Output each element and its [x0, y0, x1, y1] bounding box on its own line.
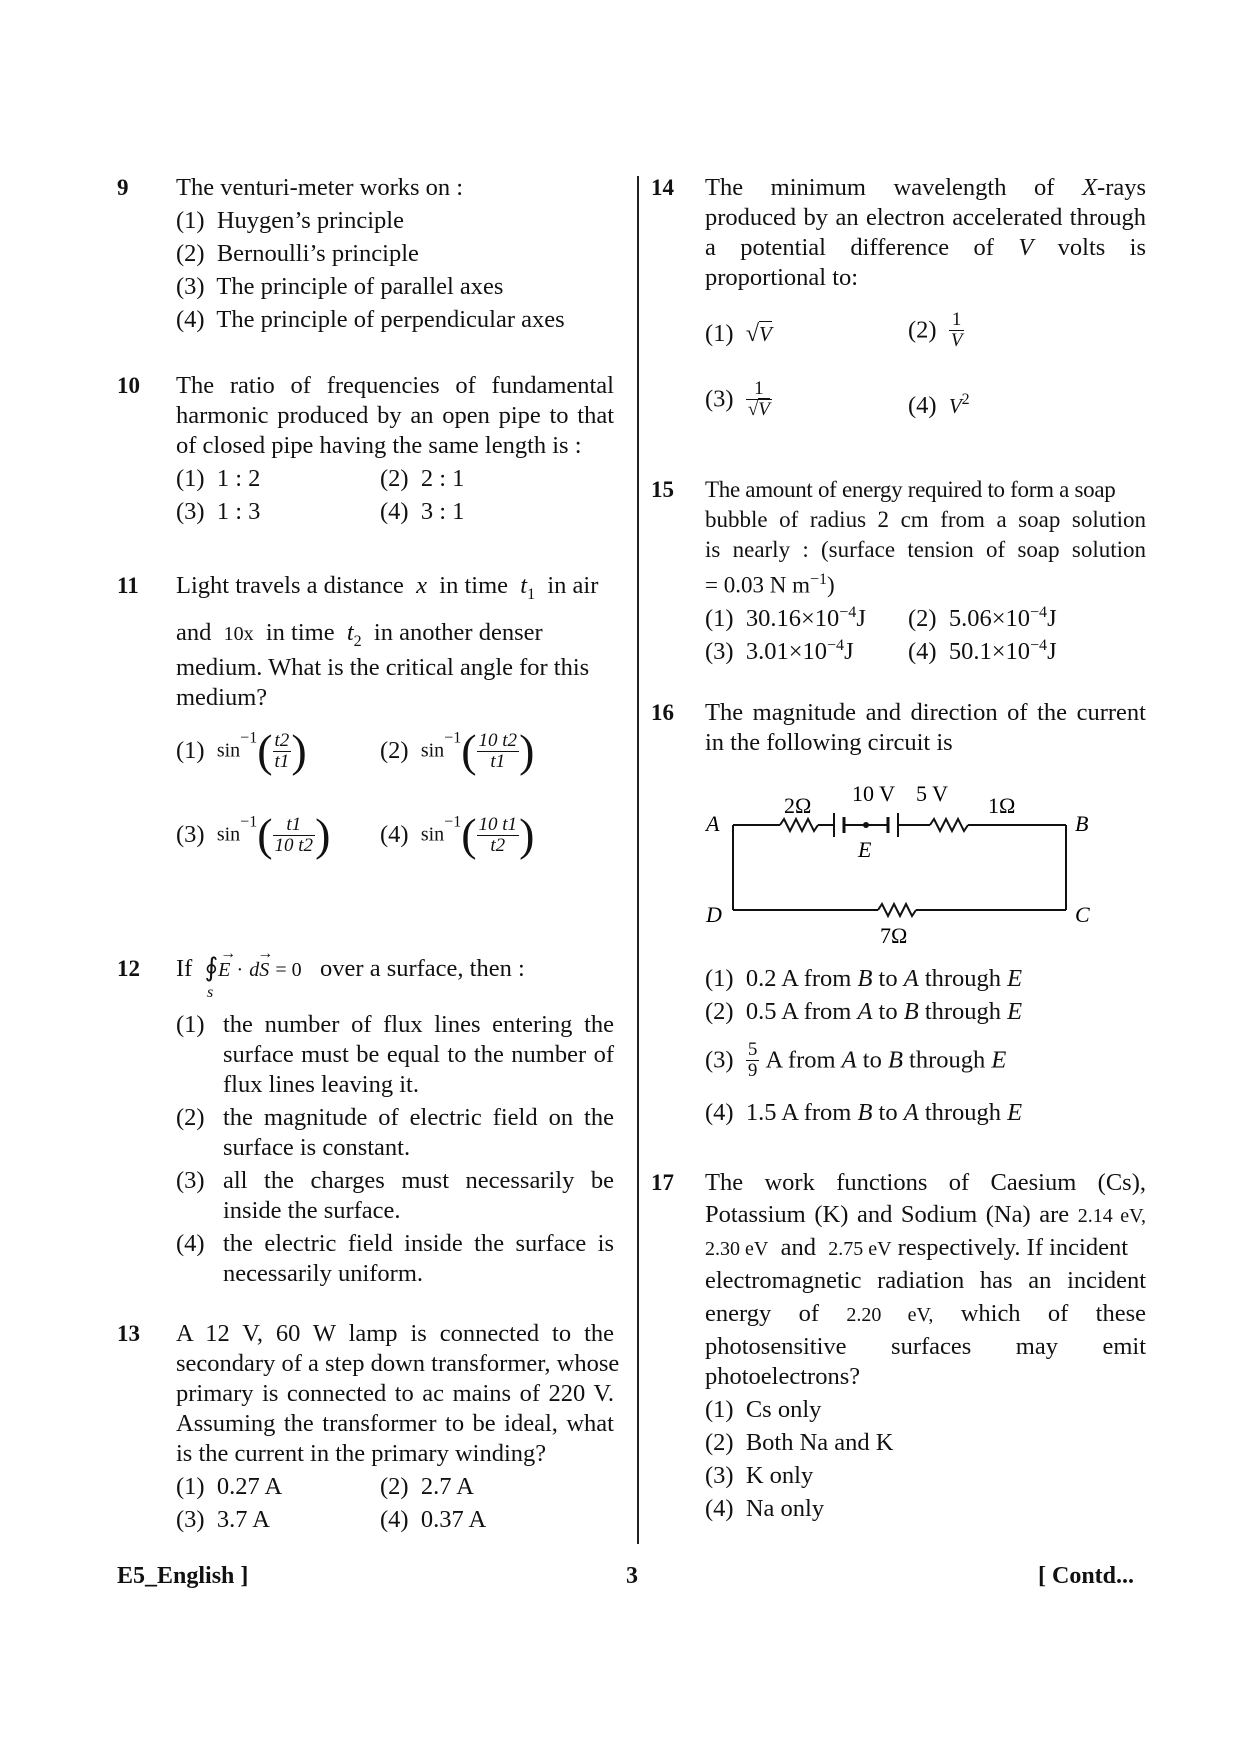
subscript: 2 [353, 632, 362, 650]
question-stem-line: The magnitude and direction of the current [705, 699, 1146, 726]
question-stem-line [705, 1299, 1146, 1330]
option-2[interactable] [380, 464, 464, 494]
question-stem-line: of closed pipe having the same length is : [176, 432, 582, 459]
inverse-sup: −1 [240, 813, 258, 831]
integral-subscript: s [207, 984, 214, 1001]
denominator: 10 t2 [274, 834, 314, 856]
numerator: 10 t2 [478, 729, 518, 751]
paren-left: ( [257, 809, 273, 860]
option-number: (1) [176, 465, 205, 492]
superscript: −1 [809, 571, 828, 588]
var-10x: 10x [223, 623, 254, 645]
paren-left: ( [257, 725, 273, 776]
unit: J [1047, 605, 1057, 633]
stem-text: energy of [705, 1300, 819, 1327]
option-text: 2.7 A [420, 1473, 474, 1500]
sin-label: sin [420, 823, 445, 846]
option-text: 1 : 2 [216, 465, 261, 492]
equals-zero: = 0 [275, 959, 302, 981]
option-3[interactable] [176, 272, 503, 302]
option-number: (3) [176, 1506, 205, 1533]
fraction [746, 379, 772, 420]
label-10v: 10 V [852, 781, 895, 806]
numerator: t2 [274, 729, 290, 751]
question-stem-line: produced by an electron accelerated through [705, 204, 1146, 231]
option-text: Na only [745, 1495, 825, 1522]
node-label-B: B [1075, 811, 1089, 836]
option-text: to [878, 965, 898, 992]
stem-text: The minimum wavelength of [705, 174, 1055, 201]
stem-text: Light travels a distance [176, 572, 404, 599]
numerator: 1 [746, 379, 772, 400]
option-4[interactable] [380, 497, 464, 527]
question-stem-line: Assuming the transformer to be ideal, what [176, 1410, 614, 1437]
question-number: 10 [117, 373, 140, 398]
question-stem-line: is the current in the primary winding? [176, 1440, 547, 1467]
option-number: (2) [380, 465, 409, 492]
option-2[interactable] [705, 1428, 894, 1458]
numerator: 10 t1 [478, 813, 518, 835]
denominator: t1 [490, 750, 506, 772]
stem-text: in another denser [373, 619, 543, 646]
option-text: 3.7 A [216, 1506, 270, 1533]
option-number: (4) [908, 638, 937, 666]
work-function-na: 2.75 eV [828, 1238, 892, 1260]
option-text: 30.16×10 [745, 605, 840, 633]
option-3[interactable] [176, 1505, 270, 1535]
incident-energy: 2.20 eV, [846, 1304, 934, 1326]
sqrt-icon: √ [745, 321, 759, 347]
option-number: (3) [176, 498, 205, 525]
sin-label: sin [420, 739, 445, 762]
option-text: 0.37 A [420, 1506, 487, 1533]
question-stem-line: primary is connected to ac mains of 220 V. [176, 1380, 614, 1407]
stem-text: a potential difference of [705, 234, 994, 261]
paren-right: ) [519, 725, 535, 776]
label-7ohm: 7Ω [880, 923, 908, 948]
stem-text: which of these [960, 1300, 1147, 1327]
question-number: 14 [651, 175, 674, 200]
question-number: 11 [117, 573, 139, 598]
option-number: (1) [176, 207, 205, 234]
fraction [273, 815, 316, 856]
option-4[interactable] [908, 391, 970, 420]
work-function-k: 2.30 eV [705, 1238, 769, 1260]
option-text: inside the surface. [223, 1197, 401, 1224]
paren-left: ( [461, 809, 477, 860]
option-4[interactable] [705, 1098, 1022, 1128]
vector-E [218, 945, 237, 981]
node-label-E: E [858, 837, 872, 862]
option-text: K only [745, 1462, 814, 1489]
fraction [273, 731, 292, 772]
option-text: Cs only [745, 1396, 822, 1423]
node-ref: B [887, 1046, 903, 1074]
vector-arrow-icon: → [257, 945, 274, 962]
stem-text: in time [439, 572, 509, 599]
option-number: (4) [176, 306, 205, 333]
question-number: 16 [651, 700, 674, 725]
denominator [746, 400, 772, 420]
option-1[interactable] [176, 464, 260, 494]
radicand: V [758, 399, 770, 420]
option-text: 3 : 1 [420, 498, 465, 525]
option-number: (4) [380, 821, 409, 848]
vector-dS [249, 945, 274, 981]
option-1[interactable] [176, 725, 307, 776]
node-ref: E [1007, 965, 1023, 992]
column-divider [637, 176, 639, 1544]
option-number: (1) [705, 1396, 734, 1423]
option-3[interactable] [705, 1040, 1006, 1081]
junction-E [863, 822, 869, 828]
sqrt-icon: √ [747, 399, 759, 420]
option-2[interactable] [908, 310, 964, 351]
question-stem-line [705, 233, 1146, 263]
option-text: Huygen’s principle [216, 207, 404, 234]
option-text: flux lines leaving it. [223, 1071, 419, 1098]
option-text: through [924, 965, 1002, 992]
question-number: 15 [651, 477, 674, 502]
stem-text: volts is [1057, 234, 1147, 261]
option-number: (1) [705, 605, 734, 633]
paren-left: ( [461, 725, 477, 776]
stem-text: ) [827, 572, 835, 598]
question-stem-line: The ratio of frequencies of fundamental [176, 372, 614, 399]
footer-paper-code: E5_English ] [117, 1563, 249, 1589]
option-text: 0.2 A from [745, 965, 852, 992]
option-1[interactable] [176, 1472, 282, 1502]
question-stem-line: in the following circuit is [705, 729, 953, 756]
question-number: 13 [117, 1321, 140, 1346]
var-E: E [218, 959, 231, 981]
label-2ohm: 2Ω [784, 793, 812, 818]
node-ref: B [857, 1099, 873, 1126]
option-text: the number of flux lines entering the [223, 1011, 614, 1038]
option-number: (4) [380, 498, 409, 525]
option-text: surface is constant. [223, 1134, 411, 1161]
denominator: 9 [747, 1060, 758, 1081]
option-number: (2) [380, 1473, 409, 1500]
option-number: (3) [176, 821, 205, 848]
option-number: (2) [176, 1104, 205, 1131]
question-number: 17 [651, 1170, 674, 1195]
node-label-A: A [706, 811, 720, 836]
superscript: −4 [1030, 604, 1048, 621]
fraction [477, 731, 520, 772]
option-text: The principle of parallel axes [216, 273, 504, 300]
option-text: 3.01×10 [745, 638, 828, 666]
node-ref: A [903, 1099, 919, 1126]
question-stem-line [176, 571, 598, 610]
var-V: V [1018, 234, 1034, 261]
question-stem-line: medium? [176, 684, 268, 711]
node-ref: E [991, 1046, 1007, 1074]
option-text: the electric field inside the surface is [223, 1230, 614, 1257]
option-number: (2) [705, 1429, 734, 1456]
denominator: t1 [274, 750, 290, 772]
resistor-2ohm [780, 819, 818, 831]
question-stem-line: A 12 V, 60 W lamp is connected to the [176, 1320, 614, 1347]
question-stem-line [705, 173, 1146, 203]
option-text: A from [765, 1046, 836, 1074]
question-stem-line: bubble of radius 2 cm from a soap solution [705, 507, 1146, 532]
option-text: necessarily uniform. [223, 1260, 424, 1287]
stem-text: If [176, 955, 193, 982]
option-text: through [924, 1099, 1002, 1126]
node-ref: A [857, 998, 873, 1025]
option-4[interactable] [908, 631, 1057, 667]
stem-text: Potassium (K) and Sodium (Na) are [705, 1201, 1070, 1228]
question-stem-line: proportional to: [705, 264, 859, 291]
var-x: x [416, 572, 428, 599]
option-4[interactable] [380, 809, 535, 860]
option-number: (1) [705, 965, 734, 992]
option-text: to [862, 1046, 882, 1074]
label-5v: 5 V [916, 781, 948, 806]
node-ref: E [1007, 998, 1023, 1025]
stem-text: and [780, 1234, 816, 1261]
vector-arrow-icon: → [220, 945, 237, 962]
option-number: (4) [705, 1099, 734, 1126]
option-1[interactable] [176, 206, 404, 236]
footer-contd: [ Contd... [1038, 1563, 1135, 1589]
var-X: X [1082, 174, 1098, 201]
option-text: 50.1×10 [948, 638, 1031, 666]
question-stem-line [176, 618, 543, 657]
resistor-1ohm [930, 819, 968, 831]
option-number: (3) [705, 385, 734, 413]
option-1[interactable] [705, 1395, 821, 1425]
node-ref: A [841, 1046, 857, 1074]
var-dS: dS [249, 959, 270, 981]
fraction [746, 1040, 760, 1081]
option-number: (4) [705, 1495, 734, 1522]
option-text: through [909, 1046, 986, 1074]
option-number: (2) [176, 240, 205, 267]
stem-text: over a surface, then : [320, 955, 525, 982]
question-number: 9 [117, 175, 129, 200]
stem-text: in air [547, 572, 599, 599]
paren-right: ) [315, 809, 331, 860]
question-stem-line: photoelectrons? [705, 1363, 861, 1390]
question-number: 12 [117, 956, 140, 981]
option-4[interactable] [705, 1494, 824, 1524]
option-text: 1.5 A from [745, 1099, 852, 1126]
superscript: −4 [827, 637, 845, 654]
node-label-D: D [706, 902, 722, 927]
option-number: (4) [380, 1506, 409, 1533]
paren-right: ) [519, 809, 535, 860]
question-stem-line [176, 945, 525, 985]
denominator: t2 [490, 834, 506, 856]
option-2[interactable] [908, 598, 1057, 634]
option-text: Bernoulli’s principle [216, 240, 419, 267]
option-text: 2 : 1 [420, 465, 465, 492]
sin-label: sin [216, 823, 241, 846]
question-stem-line: secondary of a step down transformer, whose [176, 1350, 620, 1377]
option-4[interactable] [380, 1505, 486, 1535]
var-t: t [520, 572, 528, 599]
question-stem-line [705, 1233, 1128, 1264]
sin-label: sin [216, 739, 241, 762]
option-text: through [924, 998, 1002, 1025]
var-t: t [346, 619, 354, 646]
option-number: (3) [705, 638, 734, 666]
question-stem-line: medium. What is the critical angle for this [176, 654, 590, 681]
circuit-diagram [700, 775, 1120, 960]
question-stem-line: photosensitive surfaces may emit [705, 1333, 1146, 1360]
unit: J [856, 605, 866, 633]
option-text: 0.27 A [216, 1473, 283, 1500]
superscript: −4 [1030, 637, 1048, 654]
option-number: (1) [176, 1011, 205, 1038]
option-text: surface must be equal to the number of [223, 1041, 614, 1068]
question-stem-line: harmonic produced by an open pipe to that [176, 402, 614, 429]
option-text: The principle of perpendicular axes [216, 306, 565, 333]
option-number: (3) [705, 1046, 734, 1074]
option-text: Both Na and K [745, 1429, 894, 1456]
subscript: 1 [527, 585, 536, 603]
option-text: to [878, 998, 898, 1025]
option-number: (1) [176, 737, 205, 764]
option-1[interactable] [705, 598, 866, 634]
option-4[interactable] [176, 305, 565, 335]
option-number: (3) [176, 273, 205, 300]
question-stem: The venturi-meter works on : [176, 174, 464, 201]
contour-integral-icon: ∮ [204, 953, 219, 982]
unit: J [844, 638, 854, 666]
resistor-7ohm [878, 904, 916, 916]
option-number: (2) [380, 737, 409, 764]
question-stem-line: electromagnetic radiation has an incident [705, 1267, 1146, 1294]
inverse-sup: −1 [444, 729, 462, 747]
label-1ohm: 1Ω [988, 793, 1016, 818]
unit: J [1047, 638, 1057, 666]
work-function-cs: 2.14 eV, [1077, 1205, 1147, 1227]
option-text: 1 : 3 [216, 498, 261, 525]
question-stem-line: is nearly : (surface tension of soap solution [705, 537, 1146, 562]
page-number: 3 [626, 1563, 638, 1589]
numerator: 1 [949, 310, 965, 331]
question-stem-line [705, 1200, 1146, 1231]
option-number: (1) [705, 320, 734, 347]
option-number: (3) [176, 1167, 205, 1194]
option-3[interactable] [176, 497, 260, 527]
option-number: (4) [176, 1230, 205, 1257]
paren-right: ) [291, 725, 307, 776]
option-text: to [878, 1099, 898, 1126]
radicand: V [759, 322, 772, 346]
stem-text: and [176, 619, 212, 646]
option-2[interactable] [705, 997, 1022, 1027]
node-ref: A [903, 965, 919, 992]
option-number: (2) [705, 998, 734, 1025]
stem-text: in time [265, 619, 335, 646]
stem-text: = 0.03 N m [705, 572, 810, 598]
option-text: all the charges must necessarily be [223, 1167, 614, 1194]
option-number: (4) [908, 392, 937, 420]
question-stem-line: The amount of energy required to form a soap [705, 477, 1116, 502]
var-V: V [948, 394, 962, 419]
option-number: (2) [908, 605, 937, 633]
dot-operator: · [236, 959, 244, 981]
option-number: (3) [705, 1462, 734, 1489]
stem-text: respectively. If incident [897, 1234, 1129, 1261]
inverse-sup: −1 [240, 729, 258, 747]
superscript: −4 [839, 604, 857, 621]
option-3[interactable] [705, 631, 854, 667]
option-2[interactable] [176, 239, 419, 269]
node-ref: B [857, 965, 873, 992]
node-ref: B [903, 998, 919, 1025]
superscript: 2 [961, 391, 970, 408]
question-stem-line: The work functions of Caesium (Cs), [705, 1169, 1146, 1196]
numerator: t1 [273, 815, 316, 836]
question-stem-line [705, 565, 835, 601]
inverse-sup: −1 [444, 813, 462, 831]
denominator: V [950, 330, 963, 351]
option-3[interactable] [705, 1461, 813, 1491]
option-2[interactable] [380, 1472, 474, 1502]
option-1[interactable] [705, 320, 772, 348]
numerator: 5 [747, 1039, 758, 1060]
fraction [949, 310, 965, 351]
option-number: (1) [176, 1473, 205, 1500]
option-2[interactable] [380, 725, 535, 776]
node-label-C: C [1075, 902, 1090, 927]
option-3[interactable] [705, 379, 772, 420]
stem-text: -rays [1097, 174, 1147, 201]
option-text: 0.5 A from [745, 998, 852, 1025]
option-text: 5.06×10 [948, 605, 1031, 633]
fraction [477, 815, 520, 856]
node-ref: E [1007, 1099, 1023, 1126]
option-3[interactable] [176, 809, 331, 860]
option-text: the magnitude of electric field on the [223, 1104, 614, 1131]
option-1[interactable] [705, 964, 1022, 994]
option-number: (2) [908, 316, 937, 344]
